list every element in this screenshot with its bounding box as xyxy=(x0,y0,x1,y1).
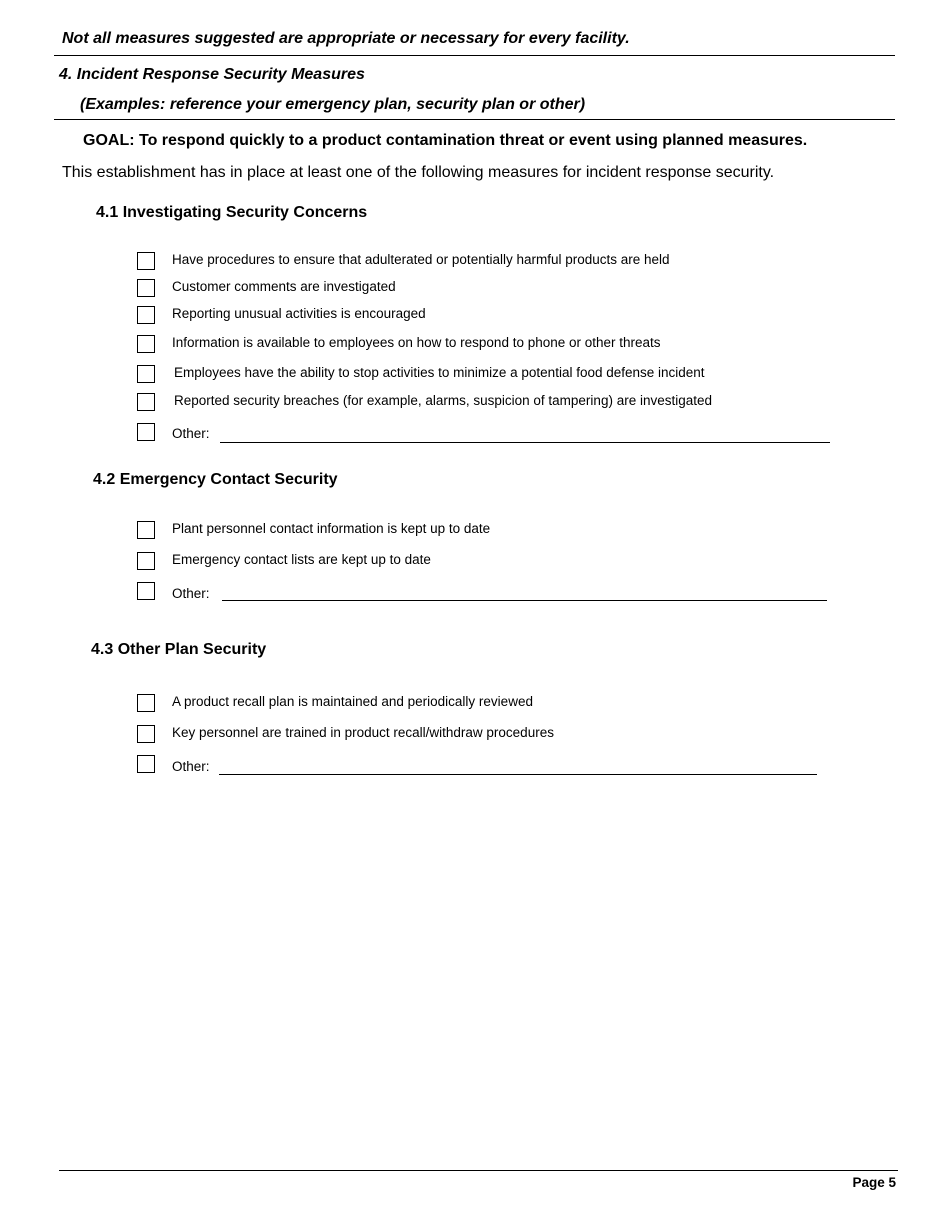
checkbox-label: Key personnel are trained in product recall/withdraw procedures xyxy=(172,725,554,740)
page-number: Page 5 xyxy=(852,1175,896,1190)
checkbox-reporting-unusual[interactable] xyxy=(137,306,155,324)
checkbox-other-4-1[interactable] xyxy=(137,423,155,441)
checkbox-label: Reported security breaches (for example, alarms, suspicion of tampering) are investigated xyxy=(174,393,713,408)
checkbox-recall-plan[interactable] xyxy=(137,694,155,712)
checkbox-other-4-2[interactable] xyxy=(137,582,155,600)
checkbox-procedures-held[interactable] xyxy=(137,252,155,270)
checkbox-recall-training[interactable] xyxy=(137,725,155,743)
section-title: 4. Incident Response Security Measures xyxy=(59,66,365,83)
subsection-heading-4-1: 4.1 Investigating Security Concerns xyxy=(96,204,368,221)
subsection-heading-4-3: 4.3 Other Plan Security xyxy=(91,641,267,658)
other-input-4-2[interactable] xyxy=(222,600,827,601)
checkbox-other-4-3[interactable] xyxy=(137,755,155,773)
checkbox-stop-activities[interactable] xyxy=(137,365,155,383)
goal-statement: GOAL: To respond quickly to a product contamination threat or event using planned measures. xyxy=(83,132,808,149)
footer-divider xyxy=(59,1170,898,1171)
checkbox-plant-personnel-contacts[interactable] xyxy=(137,521,155,539)
intro-text: This establishment has in place at least one of the following measures for incident response security. xyxy=(62,164,775,181)
section-subtitle: (Examples: reference your emergency plan, security plan or other) xyxy=(80,96,586,113)
checkbox-label: Customer comments are investigated xyxy=(172,279,396,294)
other-input-4-1[interactable] xyxy=(220,442,830,443)
checkbox-label: Have procedures to ensure that adulterated or potentially harmful products are held xyxy=(172,252,670,267)
other-input-4-3[interactable] xyxy=(219,774,817,775)
checkbox-label: Reporting unusual activities is encouraged xyxy=(172,306,426,321)
divider xyxy=(54,119,895,120)
checkbox-label: Plant personnel contact information is kept up to date xyxy=(172,521,491,536)
checkbox-customer-comments[interactable] xyxy=(137,279,155,297)
checkbox-emergency-contact-lists[interactable] xyxy=(137,552,155,570)
checkbox-threat-response-info[interactable] xyxy=(137,335,155,353)
subsection-heading-4-2: 4.2 Emergency Contact Security xyxy=(93,471,338,488)
checkbox-security-breaches[interactable] xyxy=(137,393,155,411)
checkbox-label: Emergency contact lists are kept up to date xyxy=(172,552,431,567)
checkbox-label: Information is available to employees on how to respond to phone or other threats xyxy=(172,335,661,350)
divider xyxy=(54,55,895,56)
other-label: Other: xyxy=(172,426,210,441)
other-label: Other: xyxy=(172,759,210,774)
other-label: Other: xyxy=(172,586,210,601)
facility-notice: Not all measures suggested are appropriate or necessary for every facility. xyxy=(62,30,630,47)
checkbox-label: Employees have the ability to stop activities to minimize a potential food defense incident xyxy=(174,365,705,380)
checkbox-label: A product recall plan is maintained and periodically reviewed xyxy=(172,694,533,709)
